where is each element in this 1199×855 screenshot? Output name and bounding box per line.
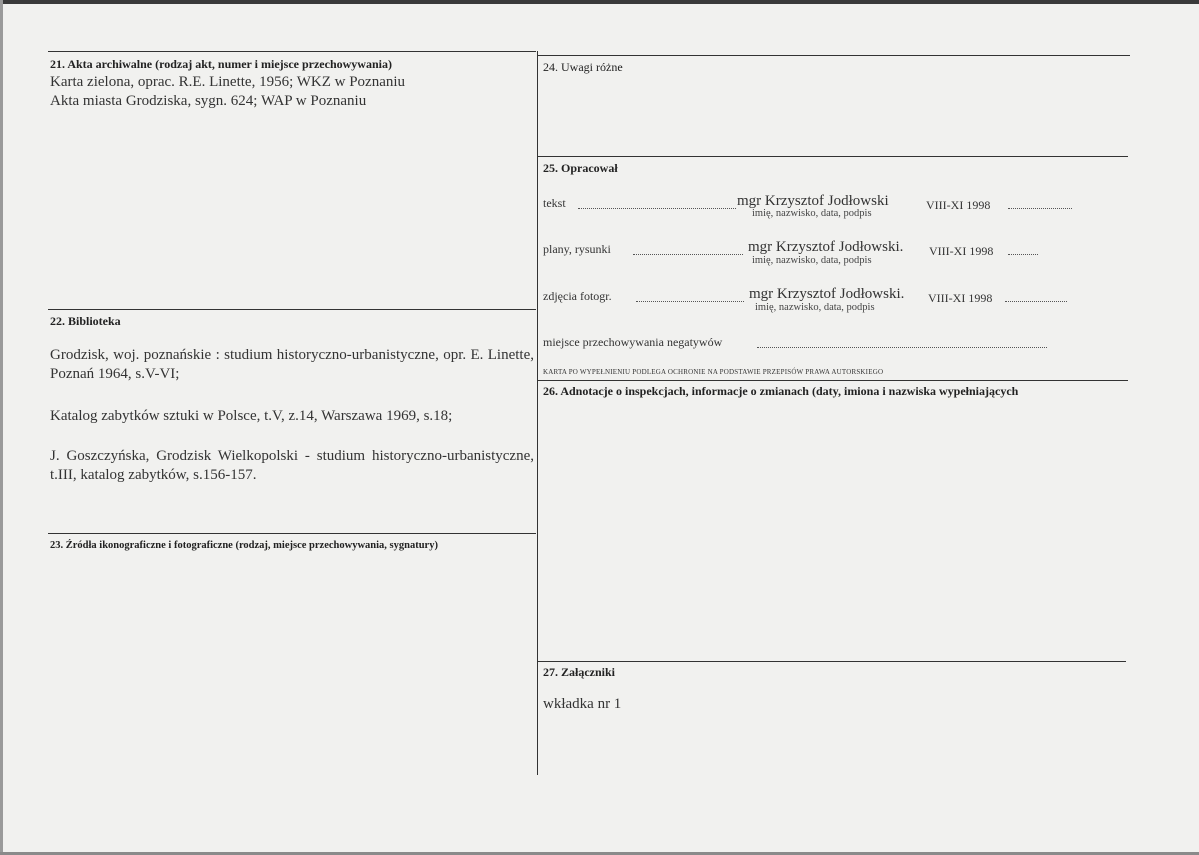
- dotted-fill: [1008, 254, 1038, 255]
- sec25-row2-name: mgr Krzysztof Jodłowski.: [748, 239, 904, 255]
- sec25-row3-caption: imię, nazwisko, data, podpis: [755, 302, 875, 313]
- sec25-row3-label: zdjęcia fotogr.: [543, 289, 612, 303]
- sec25-row2-date: VIII-XI 1998: [929, 244, 994, 258]
- sec27-content: wkładka nr 1: [543, 696, 622, 712]
- sec23-heading: 23. Źródła ikonograficzne i fotograficzne (rodzaj, miejsce przechowywania, sygnatury): [50, 540, 438, 551]
- sec25-top-rule: [538, 156, 1128, 157]
- sec24-top-rule: [538, 55, 1130, 56]
- sec24-heading: 24. Uwagi różne: [543, 60, 623, 74]
- sec26-top-rule: [538, 380, 1128, 381]
- sec25-row2-caption: imię, nazwisko, data, podpis: [752, 255, 872, 266]
- sec25-row1-label: tekst: [543, 196, 566, 210]
- sec25-negatives-label: miejsce przechowywania negatywów: [543, 335, 723, 349]
- dotted-fill: [757, 347, 1047, 348]
- dotted-fill: [1008, 208, 1072, 209]
- sec22-entry-3: J. Goszczyńska, Grodzisk Wielkopolski - studium historyczno-urbanistyczne, t.III, katalog zabytków, s.156-157.: [50, 448, 534, 483]
- sec22-top-rule: [48, 309, 536, 310]
- sec26-heading: 26. Adnotacje o inspekcjach, informacje o zmianach (daty, imiona i nazwiska wypełniających: [543, 384, 1019, 398]
- dotted-fill: [636, 301, 744, 302]
- dotted-fill: [1005, 301, 1067, 302]
- sec25-row1-name: mgr Krzysztof Jodłowski: [737, 193, 889, 209]
- sec25-row3-name: mgr Krzysztof Jodłowski.: [749, 286, 905, 302]
- sec27-heading: 27. Załączniki: [543, 665, 616, 679]
- sec22-heading: 22. Biblioteka: [50, 314, 121, 328]
- sec25-row1-date: VIII-XI 1998: [926, 198, 991, 212]
- scan-left-edge: [0, 0, 3, 855]
- column-divider: [537, 51, 538, 775]
- dotted-fill: [578, 208, 736, 209]
- sec21-heading: 21. Akta archiwalne (rodzaj akt, numer i miejsce przechowywania): [50, 57, 392, 71]
- sec21-line-2: Akta miasta Grodziska, sygn. 624; WAP w Poznaniu: [50, 93, 367, 109]
- sec25-legal-note: KARTA PO WYPEŁNIENIU PODLEGA OCHRONIE NA PODSTAWIE PRZEPISÓW PRAWA AUTORSKIEGO: [543, 368, 884, 376]
- sec25-row2-label: plany, rysunki: [543, 242, 611, 256]
- dotted-fill: [633, 254, 743, 255]
- sec27-top-rule: [538, 661, 1126, 662]
- sec23-top-rule: [48, 533, 536, 534]
- sec21-top-rule: [48, 51, 536, 52]
- sec25-row1-caption: imię, nazwisko, data, podpis: [752, 208, 872, 219]
- sec25-heading: 25. Opracował: [543, 161, 618, 175]
- scan-top-edge: [0, 0, 1199, 4]
- sec22-entry-1: Grodzisk, woj. poznańskie : studium historyczno-urbanistyczne, opr. E. Linette, Poznań 1964, s.V-VI;: [50, 347, 534, 382]
- sec25-row3-date: VIII-XI 1998: [928, 291, 993, 305]
- sec21-line-1: Karta zielona, oprac. R.E. Linette, 1956; WKZ w Poznaniu: [50, 74, 406, 90]
- sec22-entry-2: Katalog zabytków sztuki w Polsce, t.V, z.14, Warszawa 1969, s.18;: [50, 408, 453, 424]
